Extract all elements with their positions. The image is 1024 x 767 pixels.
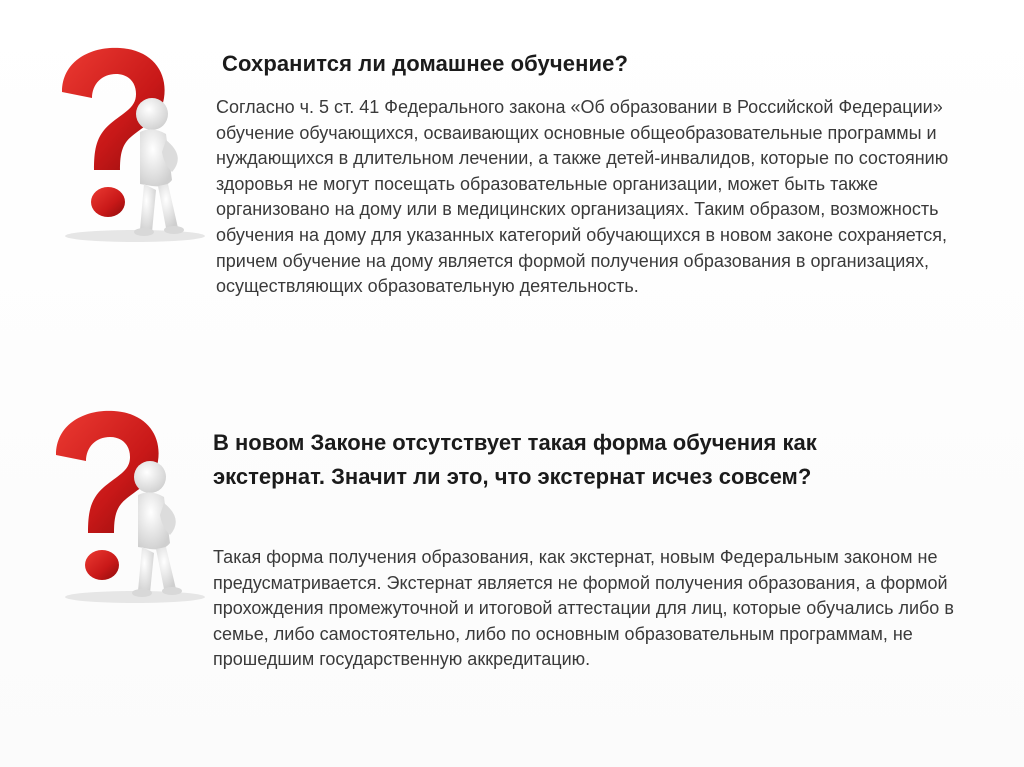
section1-text: Согласно ч. 5 ст. 41 Федерального закона «Об образовании в Российской Федерации» обучение обучающихся, осваивающих основные общеобразовательные программы и нуждающихся в длительном лечении, а также детей-инвалидов, которые по состоянию здоровья не могут посещать образовательные организации, может быть также организовано на дому или в медицинских организациях. Таким образом, возможность обучения на дому для указанных категорий обучающихся в новом законе сохраняется, причем обучение на дому является формой получения образования в организациях, осуществляющих образовательную деятельность. [216, 97, 949, 297]
section2-heading: В новом Законе отсутствует такая форма обучения как экстернат. Значит ли это, что экстернат исчез совсем? [213, 430, 817, 489]
question-mark-figure-icon [40, 405, 205, 605]
question-mark-figure-icon [40, 40, 205, 245]
section2-text: Такая форма получения образования, как экстернат, новым Федеральным законом не предусматривается. Экстернат является не формой получения образования, а формой прохождения промежуточной и итоговой аттестации для лиц, которые обучались либо в семье, либо самостоятельно, либо по основным образовательным программам, не прошедшим государственную аккредитацию. [213, 547, 954, 670]
section1-heading: Сохранится ли домашнее обучение? [222, 51, 628, 76]
